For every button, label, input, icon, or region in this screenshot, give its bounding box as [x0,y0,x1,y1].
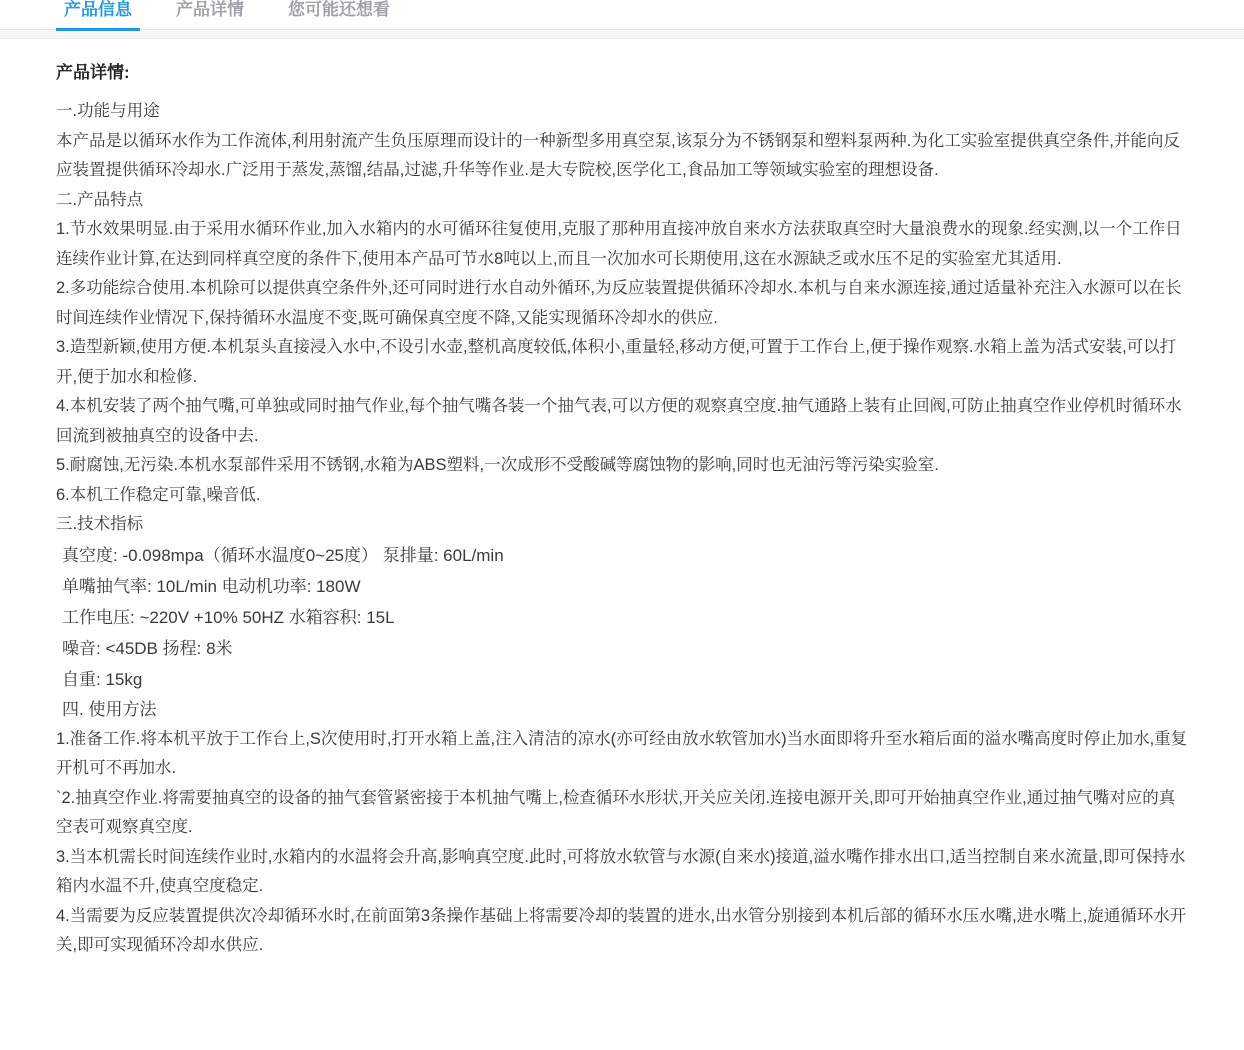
tab-product-info[interactable]: 产品信息 [56,0,140,31]
detail-paragraph: 本产品是以循环水作为工作流体,利用射流产生负压原理而设计的一种新型多用真空泵,该泵分为不锈钢泵和塑料泵两种.为化工实验室提供真空条件,并能向反应装置提供循环冷却水.广泛用于蒸发,蒸馏,结晶,过滤,升华等作业.是大专院校,医学化工,食品加工等领域实验室的理想设备. [56,131,1180,179]
spec-line: 工作电压: ~220V +10% 50HZ 水箱容积: 15L [62,607,395,627]
detail-paragraph: 3.造型新颖,使用方便.本机泵头直接浸入水中,不设引水壶,整机高度较低,体积小,重量轻,移动方便,可置于工作台上,便于操作观察.水箱上盖为活式安装,可以打开,便于加水和检修. [56,338,1177,386]
usage-paragraph: 4.当需要为反应装置提供次冷却循环水时,在前面第3条操作基础上将需要冷却的装置的进水,出水管分别接到本机后部的循环水压水嘴,进水嘴上,旋通循环水开关,即可实现循环冷却水供应. [56,906,1187,954]
detail-paragraph: 6.本机工作稳定可靠,噪音低. [56,485,261,504]
detail-heading: 产品详情: [56,63,130,82]
detail-paragraph: 三.技术指标 [56,515,144,533]
detail-paragraph: 2.多功能综合使用.本机除可以提供真空条件外,还可同时进行水自动外循环,为反应装置提供循环冷却水.本机与自来水源连接,通过适量补充注入水源可以在长时间连续作业情况下,保持循环水温度不变,既可确保真空度不降,又能实现循环冷却水的供应. [56,279,1182,327]
tab-product-detail[interactable]: 产品详情 [168,0,252,28]
usage-paragraph: `2.抽真空作业.将需要抽真空的设备的抽气套管紧密接于本机抽气嘴上,检查循环水形状,开关应关闭.连接电源开关,即可开始抽真空作业,通过抽气嘴对应的真空表可观察真空度. [56,788,1176,836]
product-detail-content [0,39,1244,961]
detail-paragraph: 4.本机安装了两个抽气嘴,可单独或同时抽气作业,每个抽气嘴各装一个抽气表,可以方便的观察真空度.抽气通路上装有止回阀,可防止抽真空作业停机时循环水回流到被抽真空的设备中去. [56,397,1182,445]
detail-paragraph: 一.功能与用途 [56,102,160,120]
spec-line: 自重: 15kg [62,669,143,689]
technical-specs [56,541,1188,695]
detail-paragraph: 二.产品特点 [56,190,144,209]
spec-line: 噪音: <45DB 扬程: 8米 [62,638,233,658]
product-tabs [0,0,1244,30]
tabbar-divider [0,30,1244,39]
detail-paragraph: 5.耐腐蚀,无污染.本机水泵部件采用不锈钢,水箱为ABS塑料,一次成形不受酸碱等腐蚀物的影响,同时也无油污等污染实验室. [56,456,939,474]
tab-you-may-also-like[interactable]: 您可能还想看 [280,0,398,28]
spec-line: 单嘴抽气率: 10L/min 电动机功率: 180W [62,576,361,596]
spec-line: 真空度: -0.098mpa（循环水温度0~25度） 泵排量: 60L/min [62,545,504,565]
usage-heading: 四. 使用方法 [62,699,157,719]
usage-paragraph: 3.当本机需长时间连续作业时,水箱内的水温将会升高,影响真空度.此时,可将放水软管与水源(自来水)接道,溢水嘴作排水出口,适当控制自来水流量,即可保持水箱内水温不升,使真空度稳定. [56,847,1186,895]
usage-paragraph: 1.准备工作.将本机平放于工作台上,S次使用时,打开水箱上盖,注入清洁的凉水(亦可经由放水软管加水)当水面即将升至水箱后面的溢水嘴高度时停止加水,重复开机可不再加水. [56,729,1188,777]
detail-paragraph: 1.节水效果明显.由于采用水循环作业,加入水箱内的水可循环往复使用,克服了那种用直接冲放自来水方法获取真空时大量浪费水的现象.经实测,以一个工作日连续作业计算,在达到同样真空度的条件下,使用本产品可节水8吨以上,而且一次加水可长期使用,这在水源缺乏或水压不足的实验室尤其适用. [56,220,1182,268]
